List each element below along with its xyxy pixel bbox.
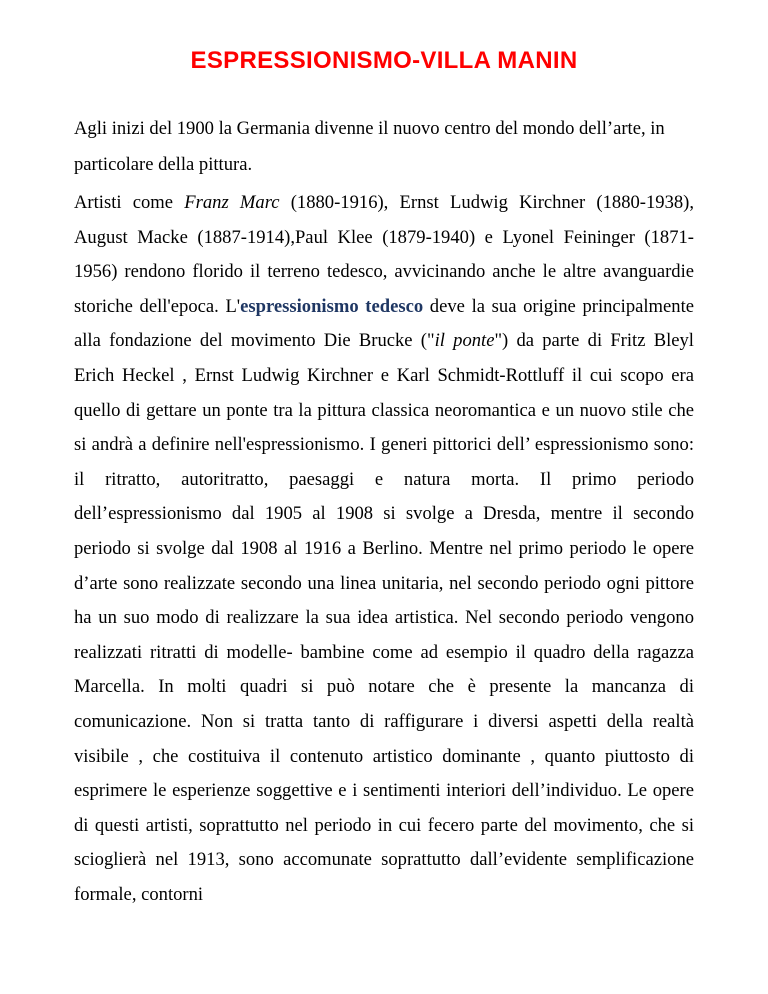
paragraph-intro: Agli inizi del 1900 la Germania divenne il nuovo centro del mondo dell’arte, in particolare della pittura. bbox=[74, 118, 665, 175]
paragraph-text: ") da parte di Fritz Bleyl Erich Heckel , Ernst Ludwig Kirchner e Karl Schmidt-Rottluff il cui scopo era quello di gettare un ponte tra la pittura classica neoromantica e un nuovo stile che si andrà a definire nell'espressionismo. I generi pittorici dell’ espressionismo sono: il ritratto, autoritratto, paesaggi e natura morta. Il primo periodo dell’espressionismo dal 1905 al 1908 si svolge a Dresda, mentre il secondo periodo si svolge dal 1908 al 1916 a Berlino. Mentre nel primo periodo le opere d’arte sono realizzate secondo una linea unitaria, nel secondo periodo ogni pittore ha un suo modo di realizzare la sua idea artistica. Nel secondo periodo vengono realizzati ritratti di modelle- bambine come ad esempio il quadro della ragazza Marcella. In molti quadri si può notare che è presente la mancanza di comunicazione. Non si tratta tanto di raffigurare i diversi aspetti della realtà visibile , che costituiva il contenuto artistico dominante , quanto piuttosto di esprimere le esperienze soggettive e i sentimenti interiori dell’individuo. Le opere di questi artisti, soprattutto nel periodo in cui fecero parte del movimento, che si scioglierà nel 1913, sono accomunate soprattutto dall’evidente semplificazione formale, contorni bbox=[74, 330, 694, 905]
paragraph-main bbox=[74, 186, 694, 912]
artist-name-franz-marc: Franz Marc bbox=[184, 192, 280, 213]
term-espressionismo-tedesco: espressionismo tedesco bbox=[240, 295, 424, 317]
term-il-ponte: il ponte bbox=[434, 330, 495, 352]
document-title: ESPRESSIONISMO-VILLA MANIN bbox=[190, 47, 578, 74]
paragraph-text: Artisti come bbox=[74, 192, 185, 213]
paragraph-text: deve la sua origine principalmente alla fondazione del movimento Die Brucke (" bbox=[74, 295, 694, 352]
paragraph-text: (1880-1916), Ernst Ludwig Kirchner (1880-1938), August Macke (1887-1914),Paul Klee (1879-1940) e Lyonel Feininger (1871-1956) rendono florido il terreno tedesco, avvicinando anche le altre avanguardie storiche dell'epoca. L' bbox=[74, 192, 695, 317]
